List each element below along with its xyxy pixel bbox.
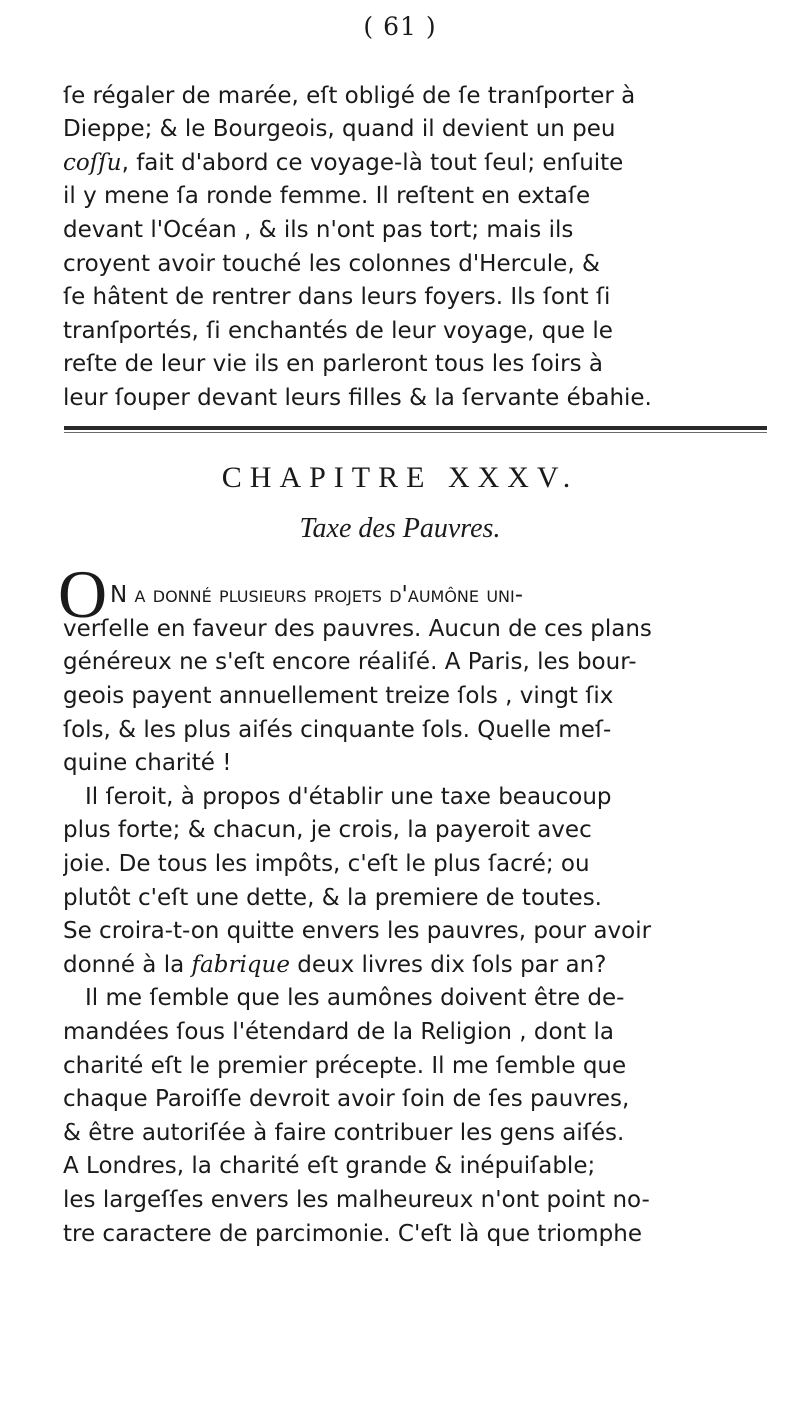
text-line: tranſportés, ſi enchantés de leur voyage, que le: [63, 318, 613, 344]
text-line: mandées ſous l'étendard de la Religion , dont la: [63, 1019, 614, 1045]
text-line: généreux ne s'eſt encore réaliſé. A Paris, les bour-: [63, 649, 637, 675]
text-line: reſte de leur vie ils en parleront tous les ſoirs à: [63, 351, 604, 377]
text-line: [63, 148, 763, 179]
text-line: [110, 580, 770, 611]
text-span: N a donné plusieurs projets d'aumône uni-: [110, 582, 524, 608]
text-line: chaque Paroiſſe devroit avoir ſoin de ſes pauvres,: [63, 1086, 630, 1112]
text-line: [63, 950, 763, 981]
text-line: joie. De tous les impôts, c'eſt le plus ſacré; ou: [63, 851, 590, 877]
text-line: A Londres, la charité eſt grande & inépuiſable;: [63, 1153, 596, 1179]
italic-word: coſſu: [63, 150, 122, 176]
page-number: ( 61 ): [363, 12, 437, 41]
drop-cap: O: [58, 556, 108, 632]
text-span: , fait d'abord ce voyage-là tout ſeul; enſuite: [121, 150, 624, 176]
text-line: ſols, & les plus aiſés cinquante ſols. Quelle meſ-: [63, 717, 612, 743]
text-line: geois payent annuellement treize ſols , vingt ſix: [63, 683, 614, 709]
text-line: quine charité !: [63, 750, 232, 776]
text-line: leur ſouper devant leurs filles & la ſervante ébahie.: [63, 385, 652, 411]
chapter-heading: CHAPITRE XXXV.: [221, 461, 579, 494]
italic-word: fabrique: [191, 952, 290, 978]
chapter-title: Taxe des Pauvres.: [299, 513, 501, 544]
text-line: ſe régaler de marée, eſt obligé de ſe tranſporter à: [63, 83, 636, 109]
text-span: donné à la: [63, 952, 192, 978]
text-line: Se croira-t-on quitte envers les pauvres, pour avoir: [63, 918, 652, 944]
text-line: croyent avoir touché les colonnes d'Hercule, &: [63, 251, 600, 277]
text-line: il y mene ſa ronde femme. Il reſtent en extaſe: [63, 183, 591, 209]
section-divider: [64, 426, 767, 430]
section-divider-thin: [64, 432, 767, 433]
text-line: plus forte; & chacun, je crois, la payeroit avec: [63, 817, 592, 843]
text-line: & être autoriſée à faire contribuer les gens aiſés.: [63, 1120, 625, 1146]
text-line: ſe hâtent de rentrer dans leurs foyers. Ils ſont ſi: [63, 284, 611, 310]
text-line: devant l'Océan , & ils n'ont pas tort; mais ils: [63, 217, 574, 243]
text-line: Il ſeroit, à propos d'établir une taxe beaucoup: [85, 784, 612, 810]
text-line: les largeſſes envers les malheureux n'ont point no-: [63, 1187, 650, 1213]
text-line: verſelle en faveur des pauvres. Aucun de ces plans: [63, 616, 652, 642]
text-span: deux livres dix ſols par an?: [289, 952, 607, 978]
text-line: tre caractere de parcimonie. C'eſt là que triomphe: [63, 1221, 642, 1247]
text-line: plutôt c'eſt une dette, & la premiere de toutes.: [63, 885, 602, 911]
text-line: charité eſt le premier précepte. Il me ſemble que: [63, 1053, 627, 1079]
text-line: Dieppe; & le Bourgeois, quand il devient un peu: [63, 116, 616, 142]
text-line: Il me ſemble que les aumônes doivent être de-: [85, 985, 625, 1011]
